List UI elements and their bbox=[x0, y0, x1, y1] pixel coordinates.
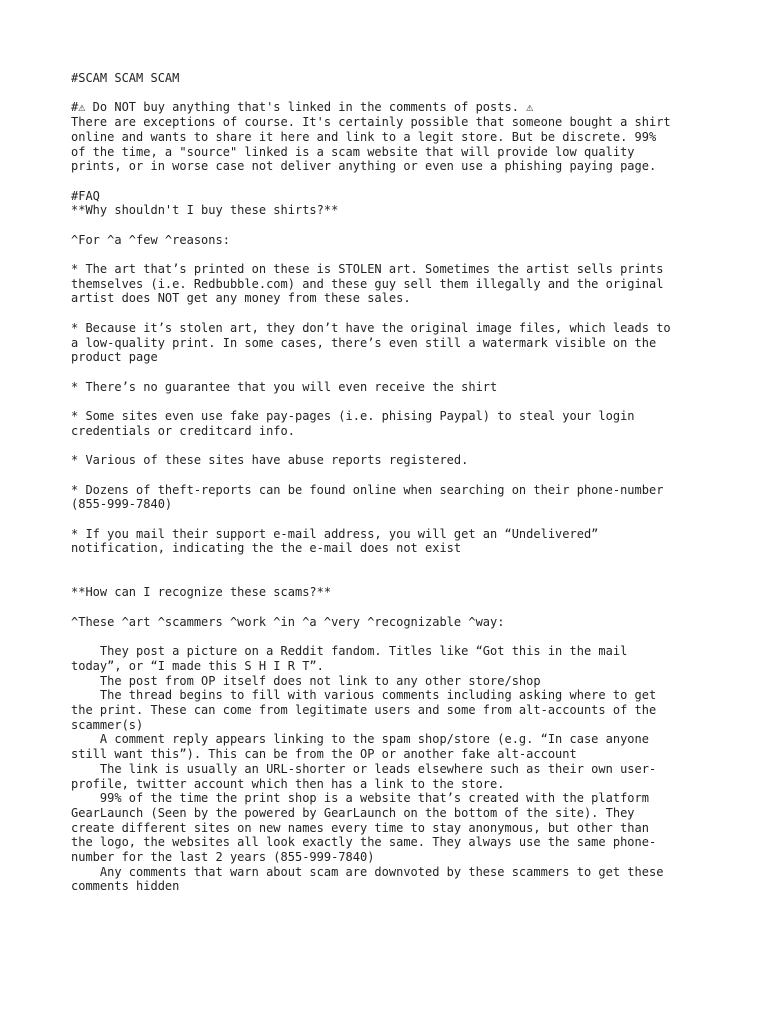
paragraph bbox=[71, 100, 711, 174]
text-line: **Why shouldn't I buy these shirts?** bbox=[71, 203, 339, 218]
text-line: product page bbox=[71, 350, 158, 365]
text-line: the print. These can come from legitimate users and some from alt-accounts of the bbox=[71, 703, 657, 718]
text-line: * Various of these sites have abuse reports registered. bbox=[71, 453, 469, 468]
text-line: credentials or creditcard info. bbox=[71, 423, 295, 438]
text-line: number for the last 2 years (855-999-7840) bbox=[71, 850, 375, 865]
text-line: They post a picture on a Reddit fandom. Titles like “Got this in the mail bbox=[71, 644, 628, 659]
text-line: still want this”). This can be from the OP or another fake alt-account bbox=[71, 747, 577, 762]
text-line: profile, twitter account which then has a link to the store. bbox=[71, 776, 505, 791]
paragraph bbox=[71, 380, 711, 395]
text-line: create different sites on new names every time to stay anonymous, but other than bbox=[71, 820, 649, 835]
text-line: A comment reply appears linking to the spam shop/store (e.g. “In case anyone bbox=[71, 732, 649, 747]
text-line: ^For ^a ^few ^reasons: bbox=[71, 232, 230, 247]
text-line: * If you mail their support e-mail address, you will get an “Undelivered” bbox=[71, 526, 599, 541]
text-line: notification, indicating the the e-mail does not exist bbox=[71, 541, 462, 556]
text-line: * Some sites even use fake pay-pages (i.e. phising Paypal) to steal your login bbox=[71, 409, 635, 424]
paragraph bbox=[71, 262, 711, 306]
text-line: 99% of the time the print shop is a website that’s created with the platform bbox=[71, 791, 649, 806]
text-line: a low-quality print. In some cases, there’s even still a watermark visible on the bbox=[71, 335, 657, 350]
text-line: prints, or in worse case not deliver anything or even use a phishing paying page. bbox=[71, 159, 657, 174]
text-line: #⚠ Do NOT buy anything that's linked in the comments of posts. ⚠ bbox=[71, 100, 534, 115]
paragraph bbox=[71, 409, 711, 438]
text-line: #FAQ bbox=[71, 188, 100, 203]
text-line: GearLaunch (Seen by the powered by GearLaunch on the bottom of the site). They bbox=[71, 805, 635, 820]
paragraph bbox=[71, 321, 711, 365]
text-line: **How can I recognize these scams?** bbox=[71, 585, 332, 600]
text-line: comments hidden bbox=[71, 879, 180, 894]
paragraph bbox=[71, 233, 711, 248]
text-line: * The art that’s printed on these is STOLEN art. Sometimes the artist sells prints bbox=[71, 262, 664, 277]
paragraph bbox=[71, 453, 711, 468]
text-line: * Dozens of theft-reports can be found online when searching on their phone-number bbox=[71, 482, 664, 497]
text-line: #SCAM SCAM SCAM bbox=[71, 71, 180, 85]
text-line: The post from OP itself does not link to any other store/shop bbox=[71, 673, 541, 688]
text-line: The link is usually an URL-shorter or leads elsewhere such as their own user- bbox=[71, 761, 657, 776]
text-line: today”, or “I made this S H I R T”. bbox=[71, 658, 324, 673]
paragraph bbox=[71, 189, 711, 218]
paragraph bbox=[71, 585, 711, 600]
document-body bbox=[71, 71, 711, 909]
text-line: online and wants to share it here and link to a legit store. But be discrete. 99% bbox=[71, 129, 657, 144]
text-line: themselves (i.e. Redbubble.com) and these guy sell them illegally and the original bbox=[71, 276, 664, 291]
text-line: ^These ^art ^scammers ^work ^in ^a ^very ^recognizable ^way: bbox=[71, 614, 505, 629]
text-line: scammer(s) bbox=[71, 717, 144, 732]
text-line: artist does NOT get any money from these sales. bbox=[71, 291, 411, 306]
text-line: * There’s no guarantee that you will even receive the shirt bbox=[71, 379, 498, 394]
text-line: Any comments that warn about scam are downvoted by these scammers to get these bbox=[71, 864, 664, 879]
text-line: the logo, the websites all look exactly the same. They always use the same phone- bbox=[71, 835, 657, 850]
text-line: (855-999-7840) bbox=[71, 497, 173, 512]
text-line: of the time, a "source" linked is a scam website that will provide low quality bbox=[71, 144, 635, 159]
paragraph bbox=[71, 483, 711, 512]
paragraph bbox=[71, 71, 711, 86]
paragraph bbox=[71, 644, 711, 894]
paragraph bbox=[71, 527, 711, 556]
text-line: There are exceptions of course. It's certainly possible that someone bought a shirt bbox=[71, 115, 671, 130]
text-line: The thread begins to fill with various comments including asking where to get bbox=[71, 688, 657, 703]
paragraph bbox=[71, 615, 711, 630]
text-line: * Because it’s stolen art, they don’t have the original image files, which leads to bbox=[71, 320, 671, 335]
